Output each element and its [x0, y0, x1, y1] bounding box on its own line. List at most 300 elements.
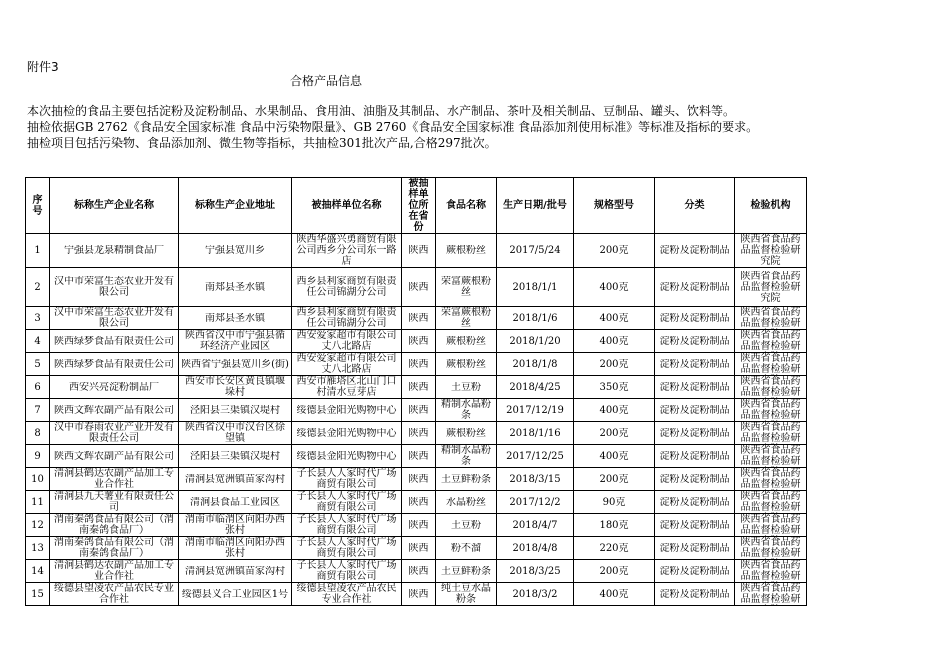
table-row: [26, 307, 807, 330]
cell-text: 淀粉及淀粉制品: [659, 542, 730, 554]
cell-col-specification: [574, 399, 655, 422]
cell-col-inspection-agency: [735, 560, 807, 583]
cell-text: 400克: [599, 588, 629, 600]
table-row: [26, 376, 807, 399]
table-row: [26, 491, 807, 514]
cell-col-index: [26, 330, 50, 353]
cell-col-category: [655, 376, 735, 399]
cell-col-inspection-agency: [735, 514, 807, 537]
cell-col-province: [402, 268, 436, 307]
cell-col-index: [26, 422, 50, 445]
cell-col-inspection-agency: [735, 399, 807, 422]
cell-text: 陕西省食品药品监督检验研: [740, 560, 801, 582]
table-row: [26, 422, 807, 445]
cell-text: 渭南市临渭区向阳办西张村: [185, 514, 285, 536]
cell-text: 200克: [599, 427, 629, 439]
cell-col-food-name: [436, 583, 497, 606]
cell-text: 陕西省汉中市汉台区徐望镇: [185, 422, 285, 444]
cell-text: 陕西文辉农副产品有限公司: [54, 450, 174, 462]
cell-col-province: [402, 307, 436, 330]
cell-text: 13: [31, 542, 44, 554]
cell-text: 15: [31, 588, 44, 600]
cell-col-inspection-agency: [735, 234, 807, 268]
table-row: [26, 330, 807, 353]
cell-col-category: [655, 422, 735, 445]
cell-text: 绥德县望凌农产品农民专业合作社: [54, 583, 174, 605]
cell-col-specification: [574, 560, 655, 583]
cell-text: 子长县人人家时代广场商贸有限公司: [296, 468, 397, 490]
cell-col-production-date: [497, 376, 574, 399]
cell-col-sampled-unit: [292, 376, 402, 399]
cell-col-manufacturer-address: [179, 514, 292, 537]
cell-col-specification: [574, 234, 655, 268]
cell-text: 绥德县义合工业园区1号: [181, 588, 289, 600]
header-col-inspection-agency: 检验机构: [735, 178, 807, 234]
cell-text: 350克: [599, 381, 629, 393]
cell-text: 清涧县鹤达农副产品加工专业合作社: [54, 468, 174, 490]
cell-col-sampled-unit: [292, 537, 402, 560]
header-col-production-date: 生产日期/批号: [497, 178, 574, 234]
table-body: [26, 234, 807, 606]
cell-col-production-date: [497, 491, 574, 514]
cell-col-province: [402, 468, 436, 491]
cell-col-manufacturer-name: [50, 376, 179, 399]
cell-text: 2018/1/8: [512, 358, 558, 370]
cell-col-manufacturer-address: [179, 353, 292, 376]
cell-col-category: [655, 234, 735, 268]
cell-text: 淀粉及淀粉制品: [659, 358, 730, 370]
cell-text: 汉中市春雨农业产业开发有限责任公司: [54, 422, 174, 444]
cell-col-manufacturer-name: [50, 307, 179, 330]
cell-col-food-name: [436, 399, 497, 422]
cell-col-sampled-unit: [292, 330, 402, 353]
cell-col-manufacturer-address: [179, 307, 292, 330]
table-row: [26, 583, 807, 606]
cell-text: 陕西: [408, 281, 429, 293]
cell-text: 子长县人人家时代广场商贸有限公司: [296, 537, 397, 559]
cell-text: 陕西省汉中市宁强县循环经济产业园区: [185, 330, 285, 352]
cell-text: 6: [34, 381, 41, 393]
cell-col-food-name: [436, 234, 497, 268]
cell-text: 200克: [599, 473, 629, 485]
cell-text: 陕西: [408, 542, 429, 554]
cell-text: 西乡县利家商贸有限责任公司锦湖分公司: [296, 307, 397, 329]
cell-text: 陕西省食品药品监督检验研: [740, 399, 801, 421]
cell-col-manufacturer-name: [50, 445, 179, 468]
cell-col-inspection-agency: [735, 307, 807, 330]
cell-col-index: [26, 583, 50, 606]
cell-text: 陕西省食品药品监督检验研: [740, 307, 801, 329]
cell-col-category: [655, 537, 735, 560]
cell-text: 陕西省食品药品监督检验研: [740, 353, 801, 375]
cell-col-production-date: [497, 330, 574, 353]
cell-text: 子长县人人家时代广场商贸有限公司: [296, 491, 397, 513]
cell-col-sampled-unit: [292, 583, 402, 606]
cell-text: 陕西绿梦食品有限责任公司: [54, 358, 174, 370]
cell-text: 陕西: [408, 381, 429, 393]
table-row: [26, 353, 807, 376]
cell-text: 陕西华盛兴勇商贸有限公司西乡分公司东一路店: [296, 234, 397, 267]
cell-text: 8: [34, 427, 41, 439]
cell-col-food-name: [436, 376, 497, 399]
cell-col-manufacturer-address: [179, 376, 292, 399]
cell-col-province: [402, 422, 436, 445]
cell-text: 陕西省食品药品监督检验研: [740, 468, 801, 490]
cell-text: 陕西: [408, 519, 429, 531]
cell-col-manufacturer-address: [179, 399, 292, 422]
cell-text: 淀粉及淀粉制品: [659, 245, 730, 256]
cell-text: 4: [34, 335, 41, 347]
cell-col-sampled-unit: [292, 234, 402, 268]
table-row: [26, 514, 807, 537]
header-col-manufacturer-address: 标称生产企业地址: [179, 178, 292, 234]
cell-col-province: [402, 330, 436, 353]
cell-text: 渭南市临渭区向阳办西张村: [185, 537, 285, 559]
cell-col-manufacturer-address: [179, 468, 292, 491]
cell-text: 2018/4/8: [512, 542, 558, 554]
cell-text: 淀粉及淀粉制品: [659, 335, 730, 347]
cell-text: 陕西省食品药品监督检验研: [740, 376, 801, 398]
cell-col-province: [402, 560, 436, 583]
cell-col-province: [402, 583, 436, 606]
cell-col-manufacturer-address: [179, 422, 292, 445]
cell-text: 7: [34, 404, 41, 416]
cell-text: 2017/12/19: [506, 404, 564, 416]
cell-text: 淀粉及淀粉制品: [659, 496, 730, 508]
cell-text: 200克: [599, 565, 629, 577]
intro-text: [27, 103, 907, 151]
cell-text: 2017/12/25: [506, 450, 564, 462]
cell-col-specification: [574, 514, 655, 537]
cell-col-province: [402, 514, 436, 537]
cell-col-specification: [574, 330, 655, 353]
cell-text: 精制水晶粉条: [441, 445, 491, 467]
cell-col-sampled-unit: [292, 399, 402, 422]
cell-col-specification: [574, 468, 655, 491]
cell-text: 2017/5/24: [509, 245, 561, 256]
cell-text: 宁强县宽川乡: [205, 245, 265, 256]
cell-text: 陕西省食品药品监督检验研: [740, 514, 801, 536]
cell-text: 淀粉及淀粉制品: [659, 381, 730, 393]
cell-text: 宁强县龙泉精制食品厂: [64, 245, 164, 256]
cell-col-category: [655, 268, 735, 307]
cell-text: 土豆鲜粉条: [441, 565, 491, 577]
cell-col-sampled-unit: [292, 445, 402, 468]
cell-col-index: [26, 234, 50, 268]
cell-col-production-date: [497, 234, 574, 268]
cell-col-inspection-agency: [735, 268, 807, 307]
cell-col-food-name: [436, 537, 497, 560]
cell-text: 陕西省食品药品监督检验研: [740, 330, 801, 352]
cell-text: 陕西: [408, 473, 429, 485]
cell-text: 陕西省食品药品监督检验研: [740, 422, 801, 444]
cell-col-sampled-unit: [292, 514, 402, 537]
cell-col-sampled-unit: [292, 468, 402, 491]
cell-text: 子长县人人家时代广场商贸有限公司: [296, 560, 397, 582]
cell-col-inspection-agency: [735, 376, 807, 399]
cell-text: 5: [34, 358, 41, 370]
cell-text: 淀粉及淀粉制品: [659, 565, 730, 577]
cell-col-food-name: [436, 307, 497, 330]
cell-text: 子长县人人家时代广场商贸有限公司: [296, 514, 397, 536]
cell-text: 清涧县宽洲镇苗家沟村: [185, 473, 285, 485]
cell-col-index: [26, 399, 50, 422]
cell-text: 南郑县圣水镇: [205, 281, 265, 293]
table-row: [26, 560, 807, 583]
cell-col-production-date: [497, 445, 574, 468]
intro-line: 抽检依据GB 2762《食品安全国家标准 食品中污染物限量》、GB 2760《食品安全国家标准 食品添加剂使用标准》等标准及指标的要求。: [27, 120, 759, 134]
header-col-sampled-unit: 被抽样单位名称: [292, 178, 402, 234]
cell-col-specification: [574, 268, 655, 307]
cell-col-index: [26, 514, 50, 537]
header-col-category: 分类: [655, 178, 735, 234]
cell-col-sampled-unit: [292, 491, 402, 514]
cell-text: 陕西省食品药品监督检验研: [740, 537, 801, 559]
cell-text: 2018/4/25: [509, 381, 561, 393]
product-table: [25, 177, 807, 606]
cell-col-manufacturer-name: [50, 491, 179, 514]
cell-text: 200克: [599, 358, 629, 370]
cell-text: 220克: [599, 542, 629, 554]
cell-col-province: [402, 537, 436, 560]
cell-col-category: [655, 330, 735, 353]
cell-text: 南郑县圣水镇: [205, 312, 265, 324]
table-row: [26, 537, 807, 560]
cell-col-manufacturer-address: [179, 583, 292, 606]
cell-col-food-name: [436, 422, 497, 445]
cell-col-specification: [574, 537, 655, 560]
cell-col-production-date: [497, 307, 574, 330]
cell-text: 陕西: [408, 565, 429, 577]
cell-col-province: [402, 445, 436, 468]
cell-col-province: [402, 234, 436, 268]
cell-col-manufacturer-name: [50, 268, 179, 307]
cell-text: 2018/4/7: [512, 519, 558, 531]
header-col-index: 序号: [26, 178, 50, 234]
cell-text: 汉中市荣富生态农业开发有限公司: [54, 276, 174, 298]
header-col-food-name: 食品名称: [436, 178, 497, 234]
cell-col-manufacturer-address: [179, 560, 292, 583]
cell-col-manufacturer-name: [50, 583, 179, 606]
cell-text: 180克: [599, 519, 629, 531]
cell-text: 淀粉及淀粉制品: [659, 404, 730, 416]
intro-line: 本次抽检的食品主要包括淀粉及淀粉制品、水果制品、食用油、油脂及其制品、水产制品、茶叶及相关制品、豆制品、罐头、饮料等。: [27, 104, 736, 118]
cell-col-production-date: [497, 468, 574, 491]
cell-col-inspection-agency: [735, 468, 807, 491]
cell-col-manufacturer-address: [179, 445, 292, 468]
cell-text: 蕨根粉丝: [446, 358, 486, 370]
cell-text: 2018/3/25: [509, 565, 561, 577]
cell-text: 陕西省食品药品监督检验研究院: [740, 270, 801, 304]
cell-text: 绥德县望凌农产品农民专业合作社: [296, 583, 397, 605]
cell-col-category: [655, 514, 735, 537]
cell-text: 西安兴亮淀粉制品厂: [69, 381, 159, 393]
cell-text: 12: [31, 519, 44, 531]
cell-col-food-name: [436, 330, 497, 353]
cell-col-inspection-agency: [735, 422, 807, 445]
table-row: [26, 234, 807, 268]
cell-col-index: [26, 307, 50, 330]
cell-text: 西安爱家超市有限公司丈八北路店: [296, 330, 397, 352]
cell-text: 淀粉及淀粉制品: [659, 427, 730, 439]
cell-text: 400克: [599, 335, 629, 347]
cell-text: 11: [31, 496, 44, 508]
cell-col-specification: [574, 491, 655, 514]
cell-col-index: [26, 445, 50, 468]
cell-text: 清涧县九天薯业有限责任公司: [54, 491, 174, 513]
table-row: [26, 468, 807, 491]
cell-text: 水晶粉丝: [446, 496, 486, 508]
cell-col-sampled-unit: [292, 353, 402, 376]
cell-col-manufacturer-name: [50, 468, 179, 491]
cell-text: 陕西: [408, 404, 429, 416]
cell-text: 陕西省宁强县宽川乡(街): [181, 358, 289, 370]
cell-col-inspection-agency: [735, 537, 807, 560]
cell-col-index: [26, 560, 50, 583]
cell-col-food-name: [436, 468, 497, 491]
cell-col-manufacturer-name: [50, 353, 179, 376]
cell-text: 淀粉及淀粉制品: [659, 519, 730, 531]
cell-text: 陕西: [408, 358, 429, 370]
cell-text: 土豆鲜粉条: [441, 473, 491, 485]
cell-text: 蕨根粉丝: [446, 335, 486, 347]
cell-col-inspection-agency: [735, 445, 807, 468]
header-col-specification: 规格型号: [574, 178, 655, 234]
cell-col-production-date: [497, 268, 574, 307]
cell-col-specification: [574, 353, 655, 376]
cell-text: 10: [31, 473, 44, 485]
cell-col-index: [26, 468, 50, 491]
cell-text: 清涧县食品工业园区: [190, 496, 280, 508]
cell-col-manufacturer-name: [50, 234, 179, 268]
cell-text: 清涧县鹤达农副产品加工专业合作社: [54, 560, 174, 582]
cell-col-production-date: [497, 560, 574, 583]
cell-col-province: [402, 376, 436, 399]
cell-col-inspection-agency: [735, 583, 807, 606]
cell-col-production-date: [497, 514, 574, 537]
attachment-label: 附件3: [27, 60, 59, 74]
cell-col-manufacturer-address: [179, 268, 292, 307]
cell-text: 400克: [599, 450, 629, 462]
cell-col-index: [26, 537, 50, 560]
cell-text: 纯土豆水晶粉条: [441, 583, 491, 605]
page-title: 合格产品信息: [290, 74, 363, 88]
cell-text: 陕西省食品药品监督检验研: [740, 445, 801, 467]
cell-text: 荣富蕨根粉丝: [441, 276, 491, 298]
cell-text: 2018/3/15: [509, 473, 561, 485]
cell-text: 陕西绿梦食品有限责任公司: [54, 335, 174, 347]
cell-text: 西安爱家超市有限公司丈八北路店: [296, 353, 397, 375]
cell-col-inspection-agency: [735, 491, 807, 514]
cell-col-manufacturer-name: [50, 560, 179, 583]
cell-text: 西安市雁塔区北山门口村清水豆芽店: [296, 376, 397, 398]
cell-col-specification: [574, 422, 655, 445]
cell-col-category: [655, 445, 735, 468]
cell-text: 西乡县利家商贸有限责任公司锦湖分公司: [296, 276, 397, 298]
cell-col-index: [26, 491, 50, 514]
cell-col-food-name: [436, 445, 497, 468]
cell-text: 陕西: [408, 245, 429, 256]
cell-text: 3: [34, 312, 41, 324]
cell-text: 淀粉及淀粉制品: [659, 312, 730, 324]
cell-col-food-name: [436, 514, 497, 537]
cell-text: 淀粉及淀粉制品: [659, 473, 730, 485]
cell-text: 陕西: [408, 427, 429, 439]
cell-text: 400克: [599, 281, 629, 293]
cell-text: 粉不溜: [451, 542, 481, 554]
cell-text: 陕西省食品药品监督检验研究院: [740, 234, 801, 267]
cell-col-category: [655, 491, 735, 514]
cell-col-manufacturer-address: [179, 234, 292, 268]
header-col-province: 被抽样单位所在省份: [402, 178, 436, 234]
cell-col-manufacturer-name: [50, 514, 179, 537]
cell-text: 9: [34, 450, 41, 462]
cell-col-food-name: [436, 560, 497, 583]
cell-col-sampled-unit: [292, 560, 402, 583]
cell-col-category: [655, 353, 735, 376]
cell-col-manufacturer-name: [50, 537, 179, 560]
cell-text: 400克: [599, 312, 629, 324]
cell-text: 陕西: [408, 588, 429, 600]
cell-col-specification: [574, 307, 655, 330]
cell-text: 汉中市荣富生态农业开发有限公司: [54, 307, 174, 329]
cell-text: 泾阳县三渠镇汉堤村: [190, 450, 280, 462]
intro-line: 抽检项目包括污染物、食品添加剂、微生物等指标，共抽检301批次产品,合格297批次。: [27, 136, 497, 150]
cell-col-manufacturer-name: [50, 330, 179, 353]
cell-col-inspection-agency: [735, 353, 807, 376]
cell-col-sampled-unit: [292, 307, 402, 330]
cell-text: 淀粉及淀粉制品: [659, 450, 730, 462]
cell-col-sampled-unit: [292, 422, 402, 445]
cell-text: 陕西省食品药品监督检验研: [740, 583, 801, 605]
table-row: [26, 445, 807, 468]
cell-text: 14: [31, 565, 44, 577]
cell-col-category: [655, 399, 735, 422]
cell-col-specification: [574, 445, 655, 468]
cell-text: 2: [34, 281, 41, 293]
cell-text: 蕨根粉丝: [446, 245, 486, 256]
cell-text: 清涧县宽洲镇苗家沟村: [185, 565, 285, 577]
cell-text: 2018/1/16: [509, 427, 561, 439]
cell-col-manufacturer-address: [179, 491, 292, 514]
cell-col-sampled-unit: [292, 268, 402, 307]
cell-text: 西安市长安区黄良镇堰垛村: [185, 376, 285, 398]
cell-col-index: [26, 376, 50, 399]
cell-text: 淀粉及淀粉制品: [659, 588, 730, 600]
cell-text: 2018/1/20: [509, 335, 561, 347]
cell-text: 陕西省食品药品监督检验研: [740, 491, 801, 513]
cell-text: 400克: [599, 404, 629, 416]
cell-text: 陕西: [408, 450, 429, 462]
cell-col-province: [402, 491, 436, 514]
cell-text: 2018/1/1: [512, 281, 558, 293]
cell-col-manufacturer-address: [179, 330, 292, 353]
cell-col-food-name: [436, 268, 497, 307]
cell-col-province: [402, 353, 436, 376]
cell-col-category: [655, 583, 735, 606]
cell-col-manufacturer-address: [179, 537, 292, 560]
cell-col-manufacturer-name: [50, 399, 179, 422]
cell-col-manufacturer-name: [50, 422, 179, 445]
cell-text: 陕西: [408, 312, 429, 324]
cell-col-production-date: [497, 353, 574, 376]
cell-text: 2017/12/2: [509, 496, 561, 508]
cell-col-category: [655, 307, 735, 330]
cell-col-province: [402, 399, 436, 422]
cell-text: 绥德县金阳光购物中心: [296, 450, 397, 462]
cell-col-category: [655, 468, 735, 491]
cell-col-index: [26, 268, 50, 307]
